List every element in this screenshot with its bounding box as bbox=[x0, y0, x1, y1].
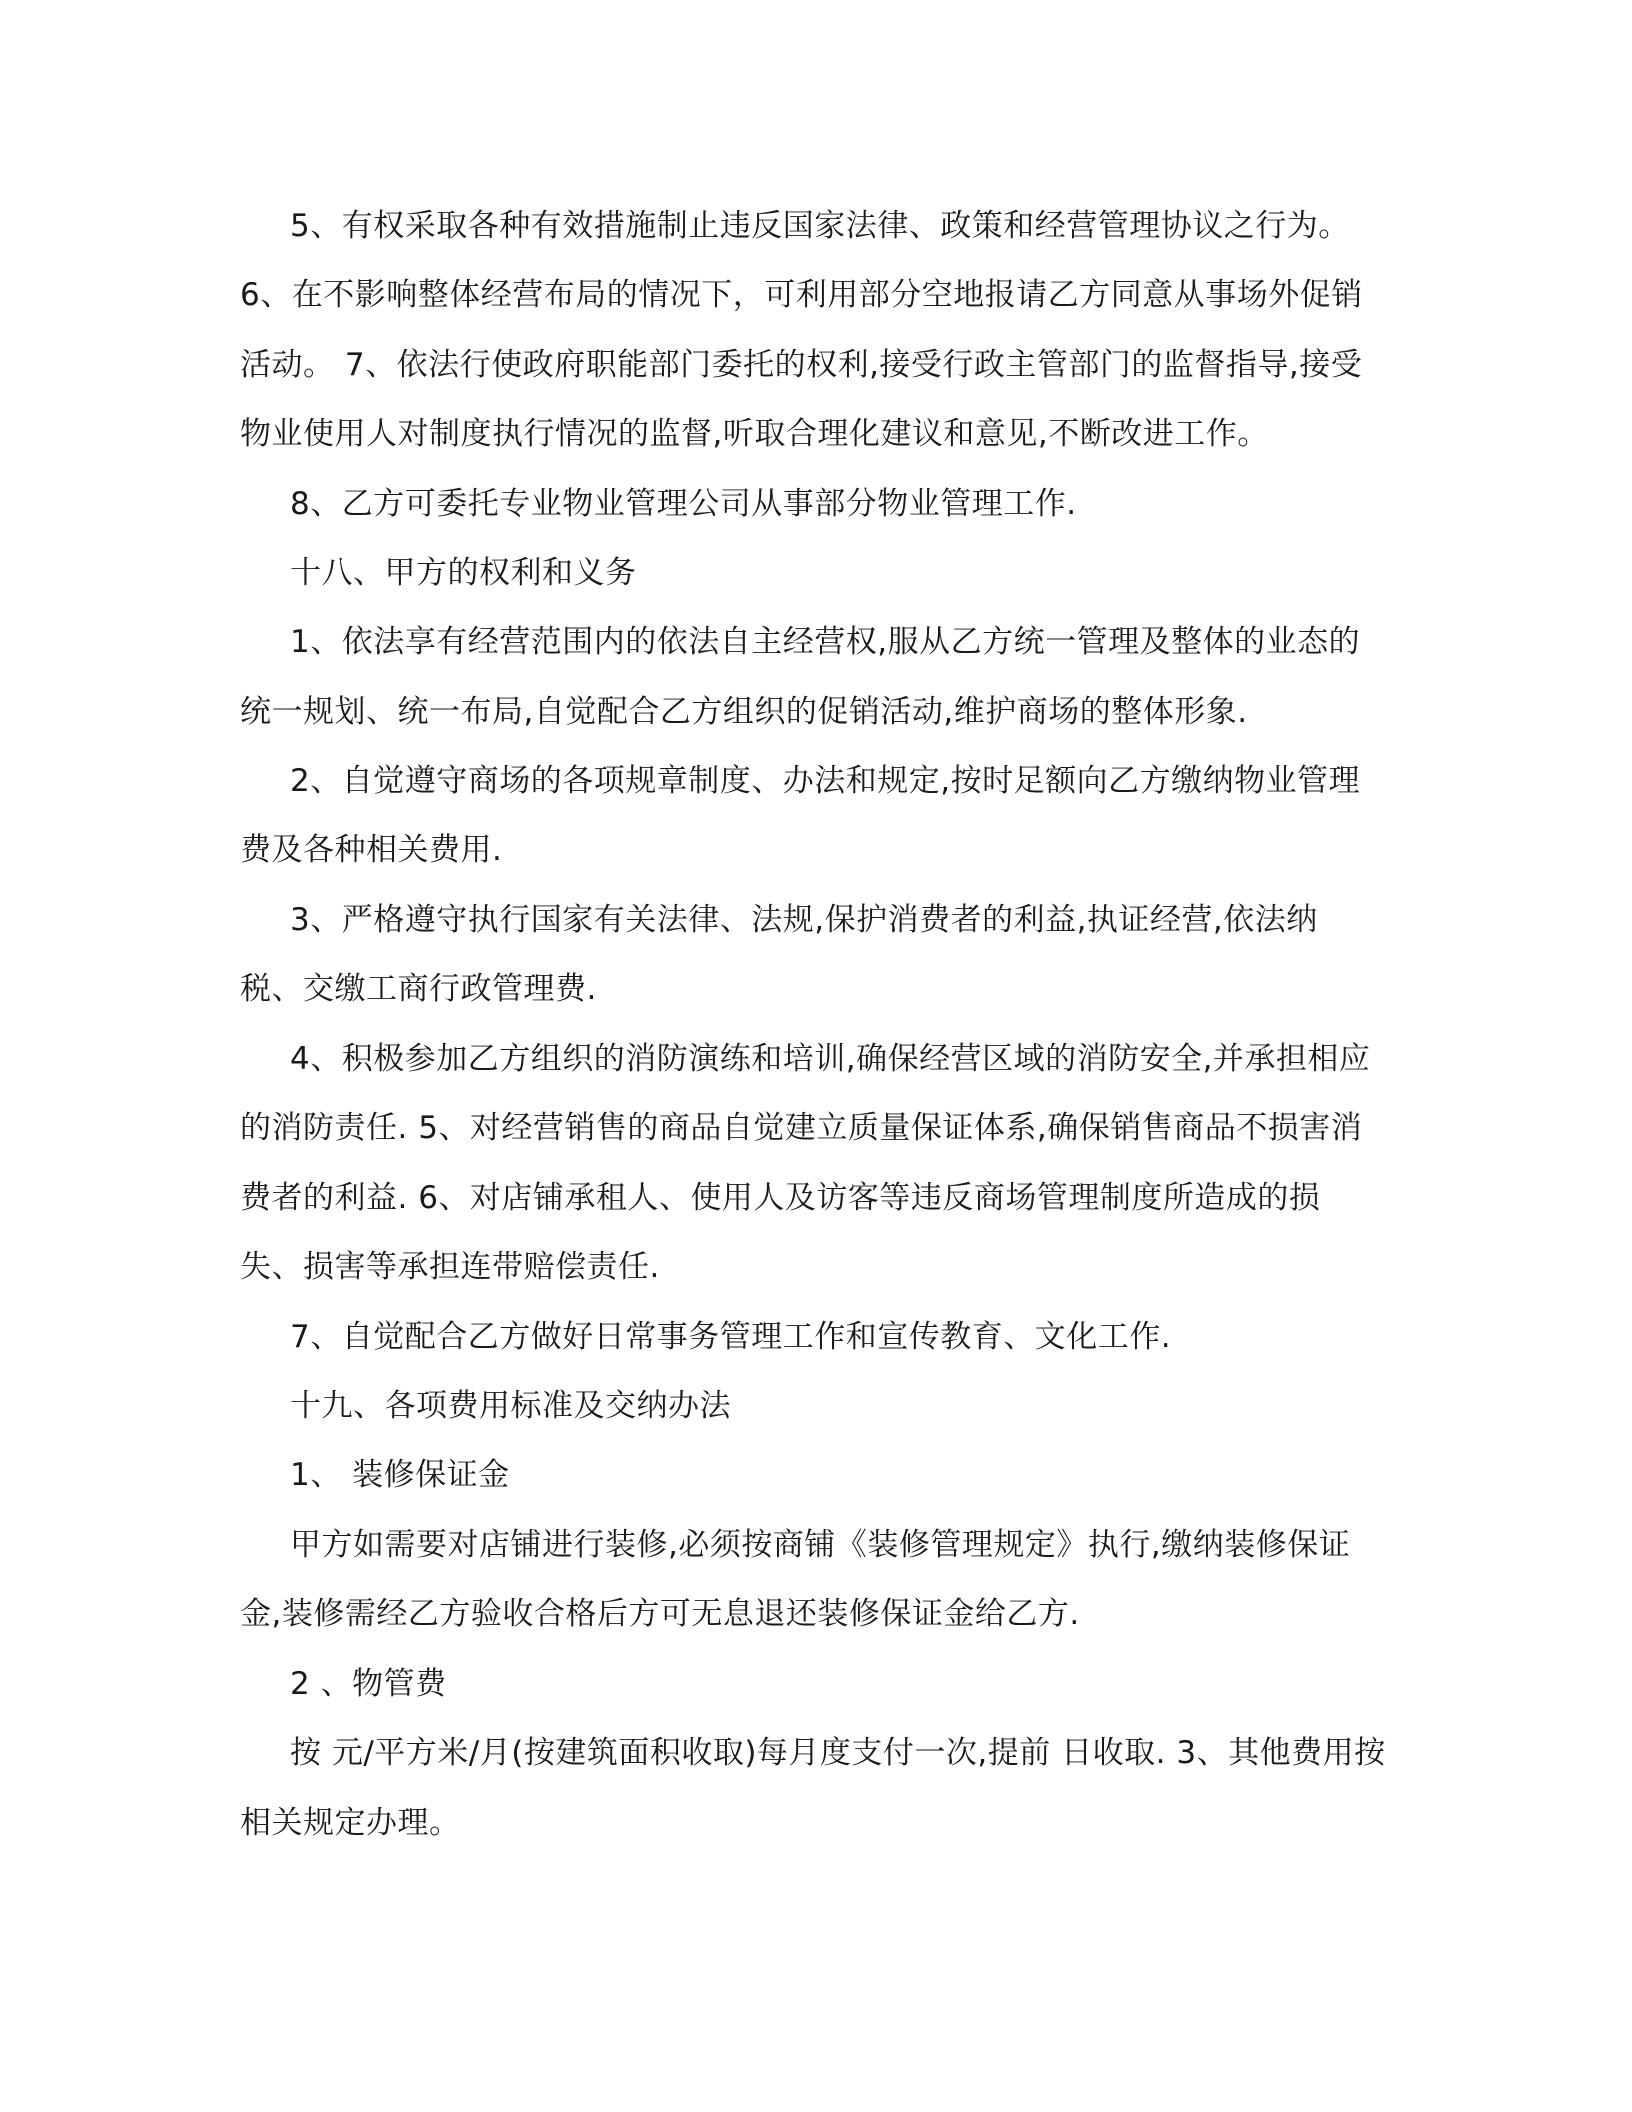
text-line: 的消防责任. 5、对经营销售的商品自觉建立质量保证体系,确保销售商品不损害消 bbox=[240, 1110, 1363, 1146]
subsection-heading: 1、 装修保证金 bbox=[290, 1457, 510, 1493]
text-line: 相关规定办理。 bbox=[240, 1805, 461, 1841]
text-line: 8、乙方可委托专业物业管理公司从事部分物业管理工作. bbox=[290, 486, 1077, 522]
text-line: 费及各种相关费用. bbox=[240, 832, 503, 868]
text-line: 金,装修需经乙方验收合格后方可无息退还装修保证金给乙方. bbox=[240, 1596, 1080, 1632]
text-line: 费者的利益. 6、对店铺承租人、使用人及访客等违反商场管理制度所造成的损 bbox=[240, 1180, 1321, 1216]
text-line: 4、积极参加乙方组织的消防演练和培训,确保经营区域的消防安全,并承担相应 bbox=[290, 1041, 1371, 1077]
text-line: 3、严格遵守执行国家有关法律、法规,保护消费者的利益,执证经营,依法纳 bbox=[290, 902, 1318, 938]
text-line: 物业使用人对制度执行情况的监督,听取合理化建议和意见,不断改进工作。 bbox=[240, 416, 1269, 452]
text-line: 2、自觉遵守商场的各项规章制度、办法和规定,按时足额向乙方缴纳物业管理 bbox=[290, 763, 1361, 799]
text-line: 税、交缴工商行政管理费. bbox=[240, 971, 597, 1007]
text-line: 统一规划、统一布局,自觉配合乙方组织的促销活动,维护商场的整体形象. bbox=[240, 694, 1248, 730]
text-line: 5、有权采取各种有效措施制止违反国家法律、政策和经营管理协议之行为。 bbox=[290, 208, 1350, 244]
text-line: 活动。 7、依法行使政府职能部门委托的权利,接受行政主管部门的监督指导,接受 bbox=[240, 347, 1363, 383]
text-line: 甲方如需要对店铺进行装修,必须按商铺《装修管理规定》执行,缴纳装修保证 bbox=[290, 1527, 1351, 1563]
text-line: 按 元/平方米/月(按建筑面积收取)每月度支付一次,提前 日收取. 3、其他费用按 bbox=[290, 1735, 1386, 1771]
text-line: 失、损害等承担连带赔偿责任. bbox=[240, 1249, 660, 1285]
text-line: 1、依法享有经营范围内的依法自主经营权,服从乙方统一管理及整体的业态的 bbox=[290, 624, 1361, 660]
text-line: 6、在不影响整体经营布局的情况下，可利用部分空地报请乙方同意从事场外促销 bbox=[240, 277, 1363, 313]
section-heading: 十八、甲方的权利和义务 bbox=[290, 555, 637, 591]
text-line: 7、自觉配合乙方做好日常事务管理工作和宣传教育、文化工作. bbox=[290, 1319, 1172, 1355]
section-heading: 十九、各项费用标准及交纳办法 bbox=[290, 1388, 731, 1424]
subsection-heading: 2 、物管费 bbox=[290, 1666, 447, 1702]
